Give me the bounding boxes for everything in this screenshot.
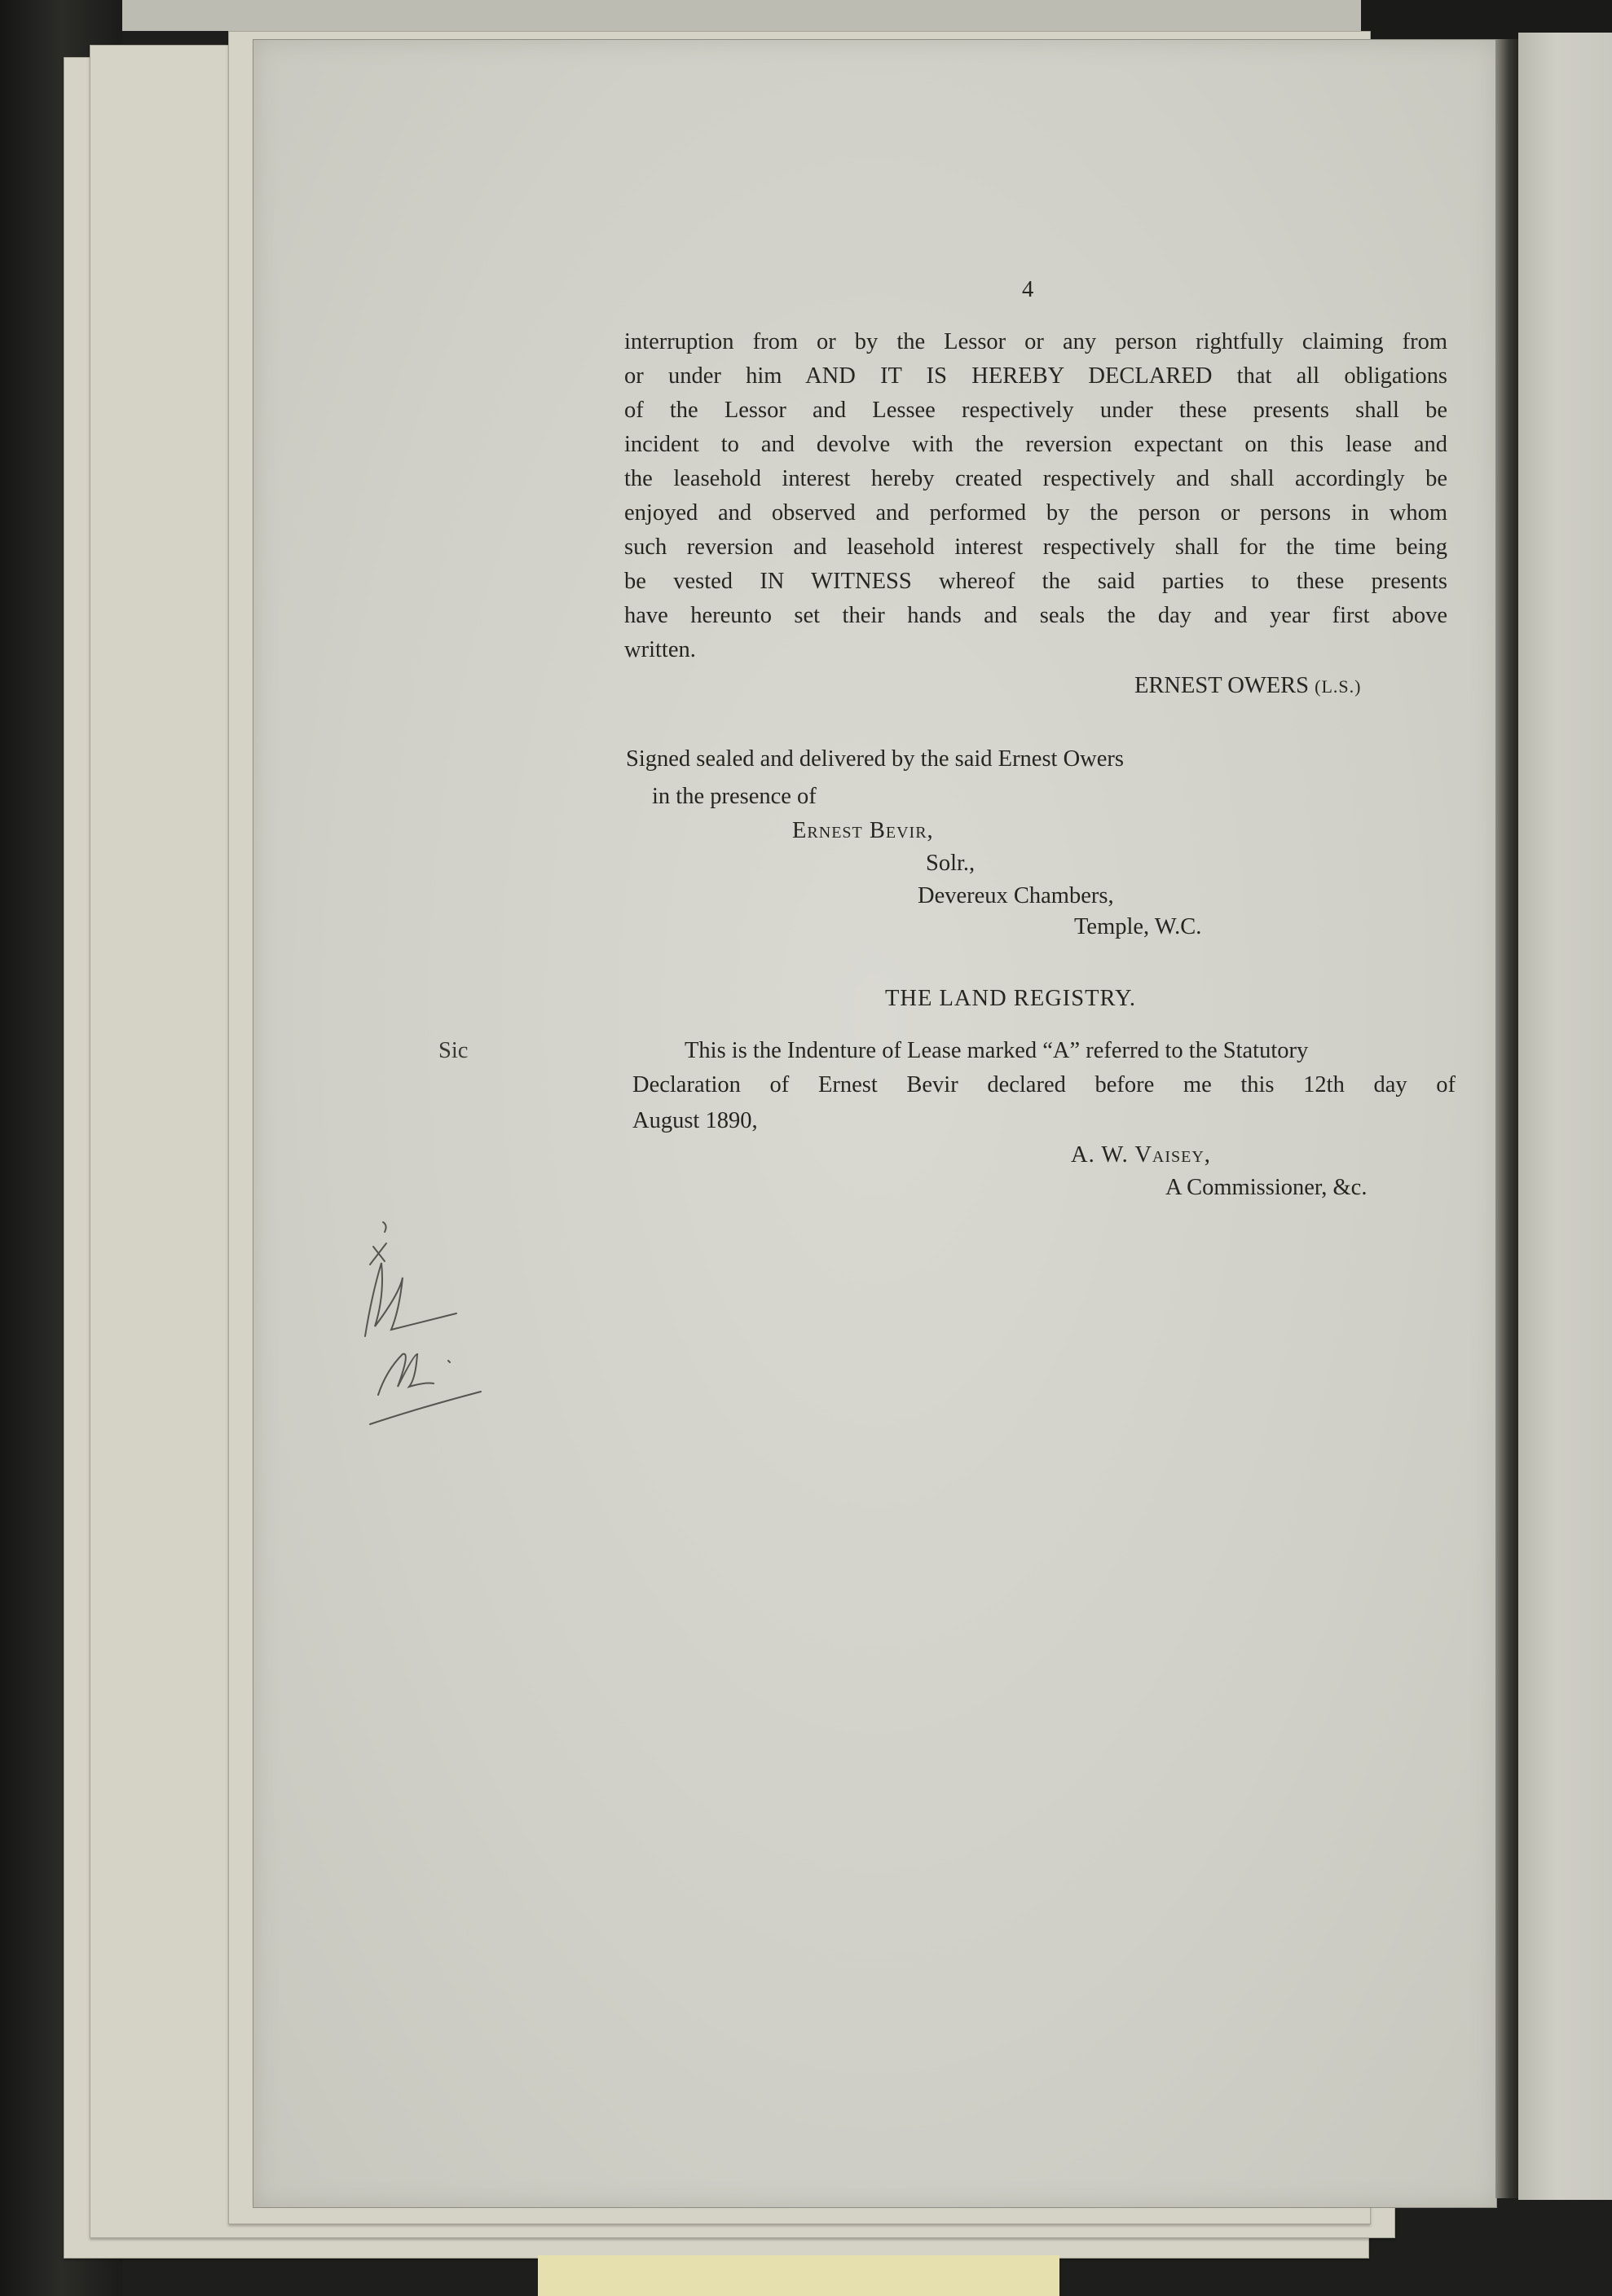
commissioner-title: A Commissioner, &c. — [1165, 1175, 1368, 1200]
declaration-line: This is the Indenture of Lease marked “A” referred to the Statutory — [685, 1038, 1309, 1063]
book-gutter — [1495, 39, 1518, 2198]
body-line: interruption from or by the Lessor or any person rightfully claiming from — [624, 329, 1447, 354]
bottom-tab — [538, 2255, 1059, 2296]
body-line: written. — [624, 637, 696, 662]
page-number: 4 — [1022, 277, 1034, 302]
body-line: such reversion and leasehold interest respectively shall for the time being — [624, 534, 1447, 560]
signatory-name-text: ERNEST OWERS — [1134, 673, 1310, 698]
witness-name: Ernest Bevir, — [792, 818, 934, 843]
section-heading: THE LAND REGISTRY. — [885, 986, 1137, 1011]
margin-note: Sic — [438, 1038, 469, 1063]
body-line: incident to and devolve with the reversion expectant on this lease and — [624, 432, 1447, 457]
attestation-line: in the presence of — [652, 784, 817, 809]
lease-body-paragraph — [624, 329, 1447, 680]
body-line: enjoyed and observed and performed by the person or persons in whom — [624, 500, 1447, 526]
commissioner-name: A. W. Vaisey, — [1071, 1142, 1211, 1168]
body-line: of the Lessor and Lessee respectively under these presents shall be — [624, 398, 1447, 423]
pencil-annotation — [350, 1214, 513, 1458]
witness-title: Solr., — [926, 851, 976, 876]
body-line: have hereunto set their hands and seals the day and year first above — [624, 603, 1447, 628]
page-stack-top-edge — [122, 0, 1361, 31]
body-line: the leasehold interest hereby created respectively and shall accordingly be — [624, 466, 1447, 491]
witness-address: Temple, W.C. — [1074, 914, 1202, 939]
witness-address: Devereux Chambers, — [918, 883, 1114, 908]
attestation-line: Signed sealed and delivered by the said Ernest Owers — [626, 746, 1124, 772]
facing-page-edge — [1518, 33, 1612, 2200]
signatory-name — [1134, 673, 1361, 699]
declaration-line: August 1890, — [632, 1108, 758, 1133]
body-line: or under him AND IT IS HEREBY DECLARED that all obligations — [624, 363, 1447, 389]
body-line: be vested IN WITNESS whereof the said parties to these presents — [624, 569, 1447, 594]
seal-mark: (L.S.) — [1315, 676, 1362, 697]
declaration-line: Declaration of Ernest Bevir declared before me this 12th day of — [632, 1072, 1456, 1097]
